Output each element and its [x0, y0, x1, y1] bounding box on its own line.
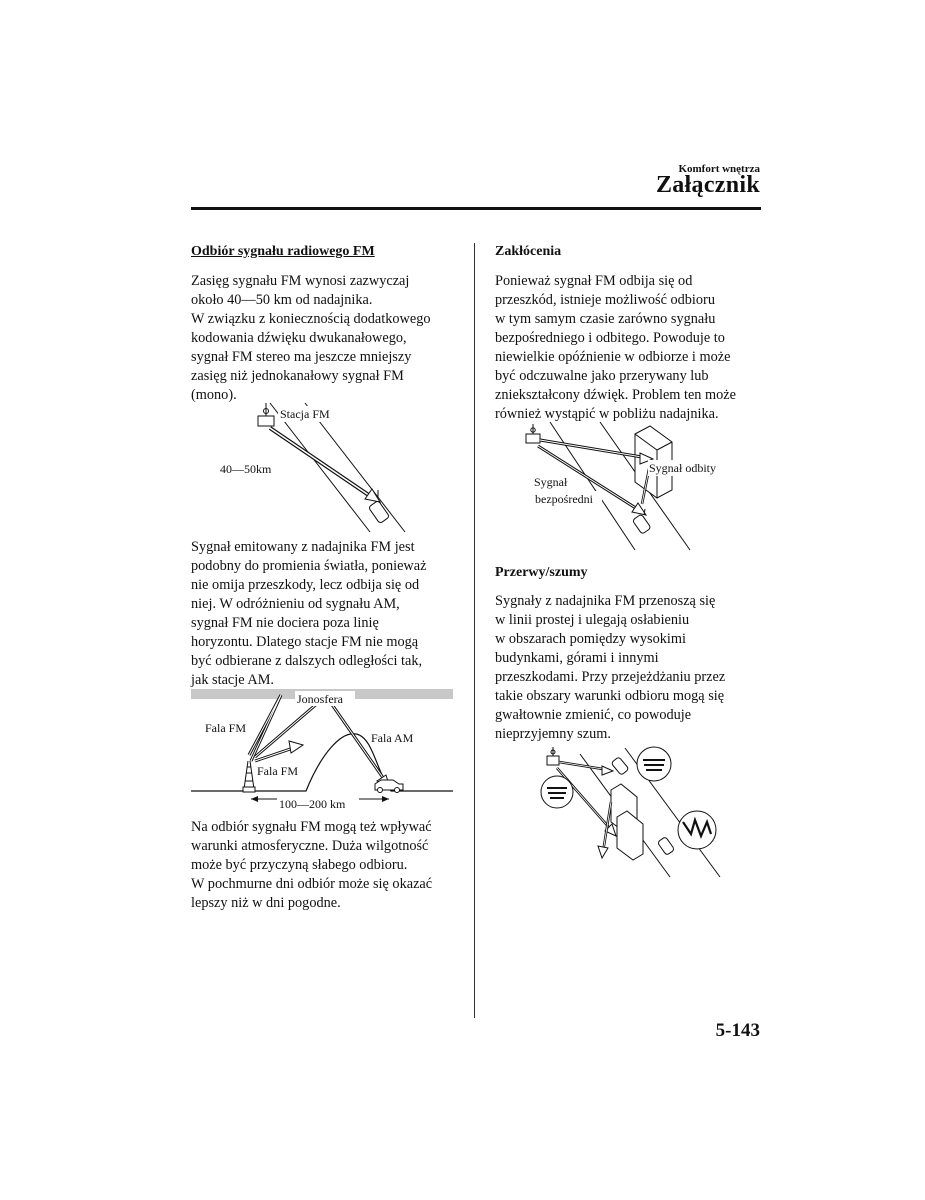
- station-label: Stacja FM: [280, 407, 330, 421]
- section-label: Komfort wnętrza: [678, 163, 760, 175]
- fm-range-diagram: [210, 398, 410, 533]
- transmitter-tower-icon: [547, 747, 559, 765]
- direct-signal-label-line1: Sygnał: [534, 475, 568, 489]
- reflected-signal-label: Sygnał odbity: [649, 461, 717, 475]
- transmitter-tower-icon: [526, 424, 540, 443]
- noise-bubble-icon: [637, 747, 671, 781]
- ionosphere-label: Jonosfera: [297, 692, 343, 706]
- distance-label: 40―50km: [220, 462, 272, 476]
- car-icon: [375, 780, 403, 793]
- car-icon: [657, 837, 674, 856]
- building-icon: [611, 784, 643, 860]
- fm-range-paragraph: Zasięg sygnału FM wynosi zazwyczaj około 40―50 km od nadajnika. W związku z koniecznością dodatkowego kodowania dźwięku dwukanałowego, sygnał FM stereo ma jeszcze mniejszy zasięg niż jednokanałowy sygnał FM (mono).: [191, 273, 431, 403]
- column-divider: [474, 243, 475, 1018]
- fm-reception-heading: Odbiór sygnału radiowego FM: [191, 244, 375, 259]
- fm-wave-bottom-label: Fala FM: [257, 764, 299, 778]
- fm-propagation-paragraph: Sygnał emitowany z nadajnika FM jest podobny do promienia światła, ponieważ nie omija przeszkody, lecz odbija się od niej. W odróżnieniu od sygnału AM, sygnał FM nie dociera poza linię horyzontu. Dlatego stacje FM nie mogą być odbierane z dalszych odległości tak, jak stacje AM.: [191, 539, 427, 688]
- chapter-title: Załącznik: [655, 172, 760, 198]
- am-wave-label: Fala AM: [371, 731, 414, 745]
- noise-bubble-icon: [678, 811, 716, 849]
- mountain-and-ground: [191, 734, 453, 791]
- dropouts-noise-paragraph: Sygnały z nadajnika FM przenoszą się w linii prostej i ulegają osłabieniu w obszarach pomiędzy wysokimi budynkami, górami i innymi przeszkodami. Przy przejeżdżaniu przez takie obszary warunki odbioru mogą się gwałtownie zmienić, co powoduje nieprzyjemny szum.: [495, 593, 726, 742]
- page-number: 5-143: [715, 1020, 760, 1041]
- header-rule: [191, 207, 761, 210]
- noise-bubble-icon: [541, 776, 573, 808]
- fm-wave-top-label: Fala FM: [205, 721, 247, 735]
- interference-paragraph: Ponieważ sygnał FM odbija się od przeszkód, istnieje możliwość odbioru w tym samym czasie zarówno sygnału bezpośredniego i odbitego. Powoduje to niewielkie opóźnienie w odbiorze i może być odczuwalne jako przerywany lub zniekształcony dźwięk. Problem ten może również wystąpić w pobliżu nadajnika.: [495, 273, 736, 422]
- direct-signal-label-line2: bezpośredni: [535, 492, 593, 506]
- car-icon: [611, 757, 629, 776]
- transmitter-tower-icon: [258, 403, 274, 426]
- multipath-diagram: [510, 420, 730, 555]
- atmospheric-conditions-paragraph: Na odbiór sygnału FM mogą też wpływać warunki atmosferyczne. Duża wilgotność może być przyczyną słabego odbioru. W pochmurne dni odbiór może się okazać lepszy niż w dni pogodne.: [191, 819, 433, 911]
- radio-tower-icon: [243, 761, 255, 792]
- dropouts-noise-heading: Przerwy/szumy: [495, 565, 588, 580]
- signal-dropout-diagram: [535, 742, 725, 878]
- distance-label: 100―200 km: [279, 797, 346, 811]
- fm-am-propagation-diagram: [191, 689, 453, 811]
- interference-heading: Zakłócenia: [495, 244, 562, 259]
